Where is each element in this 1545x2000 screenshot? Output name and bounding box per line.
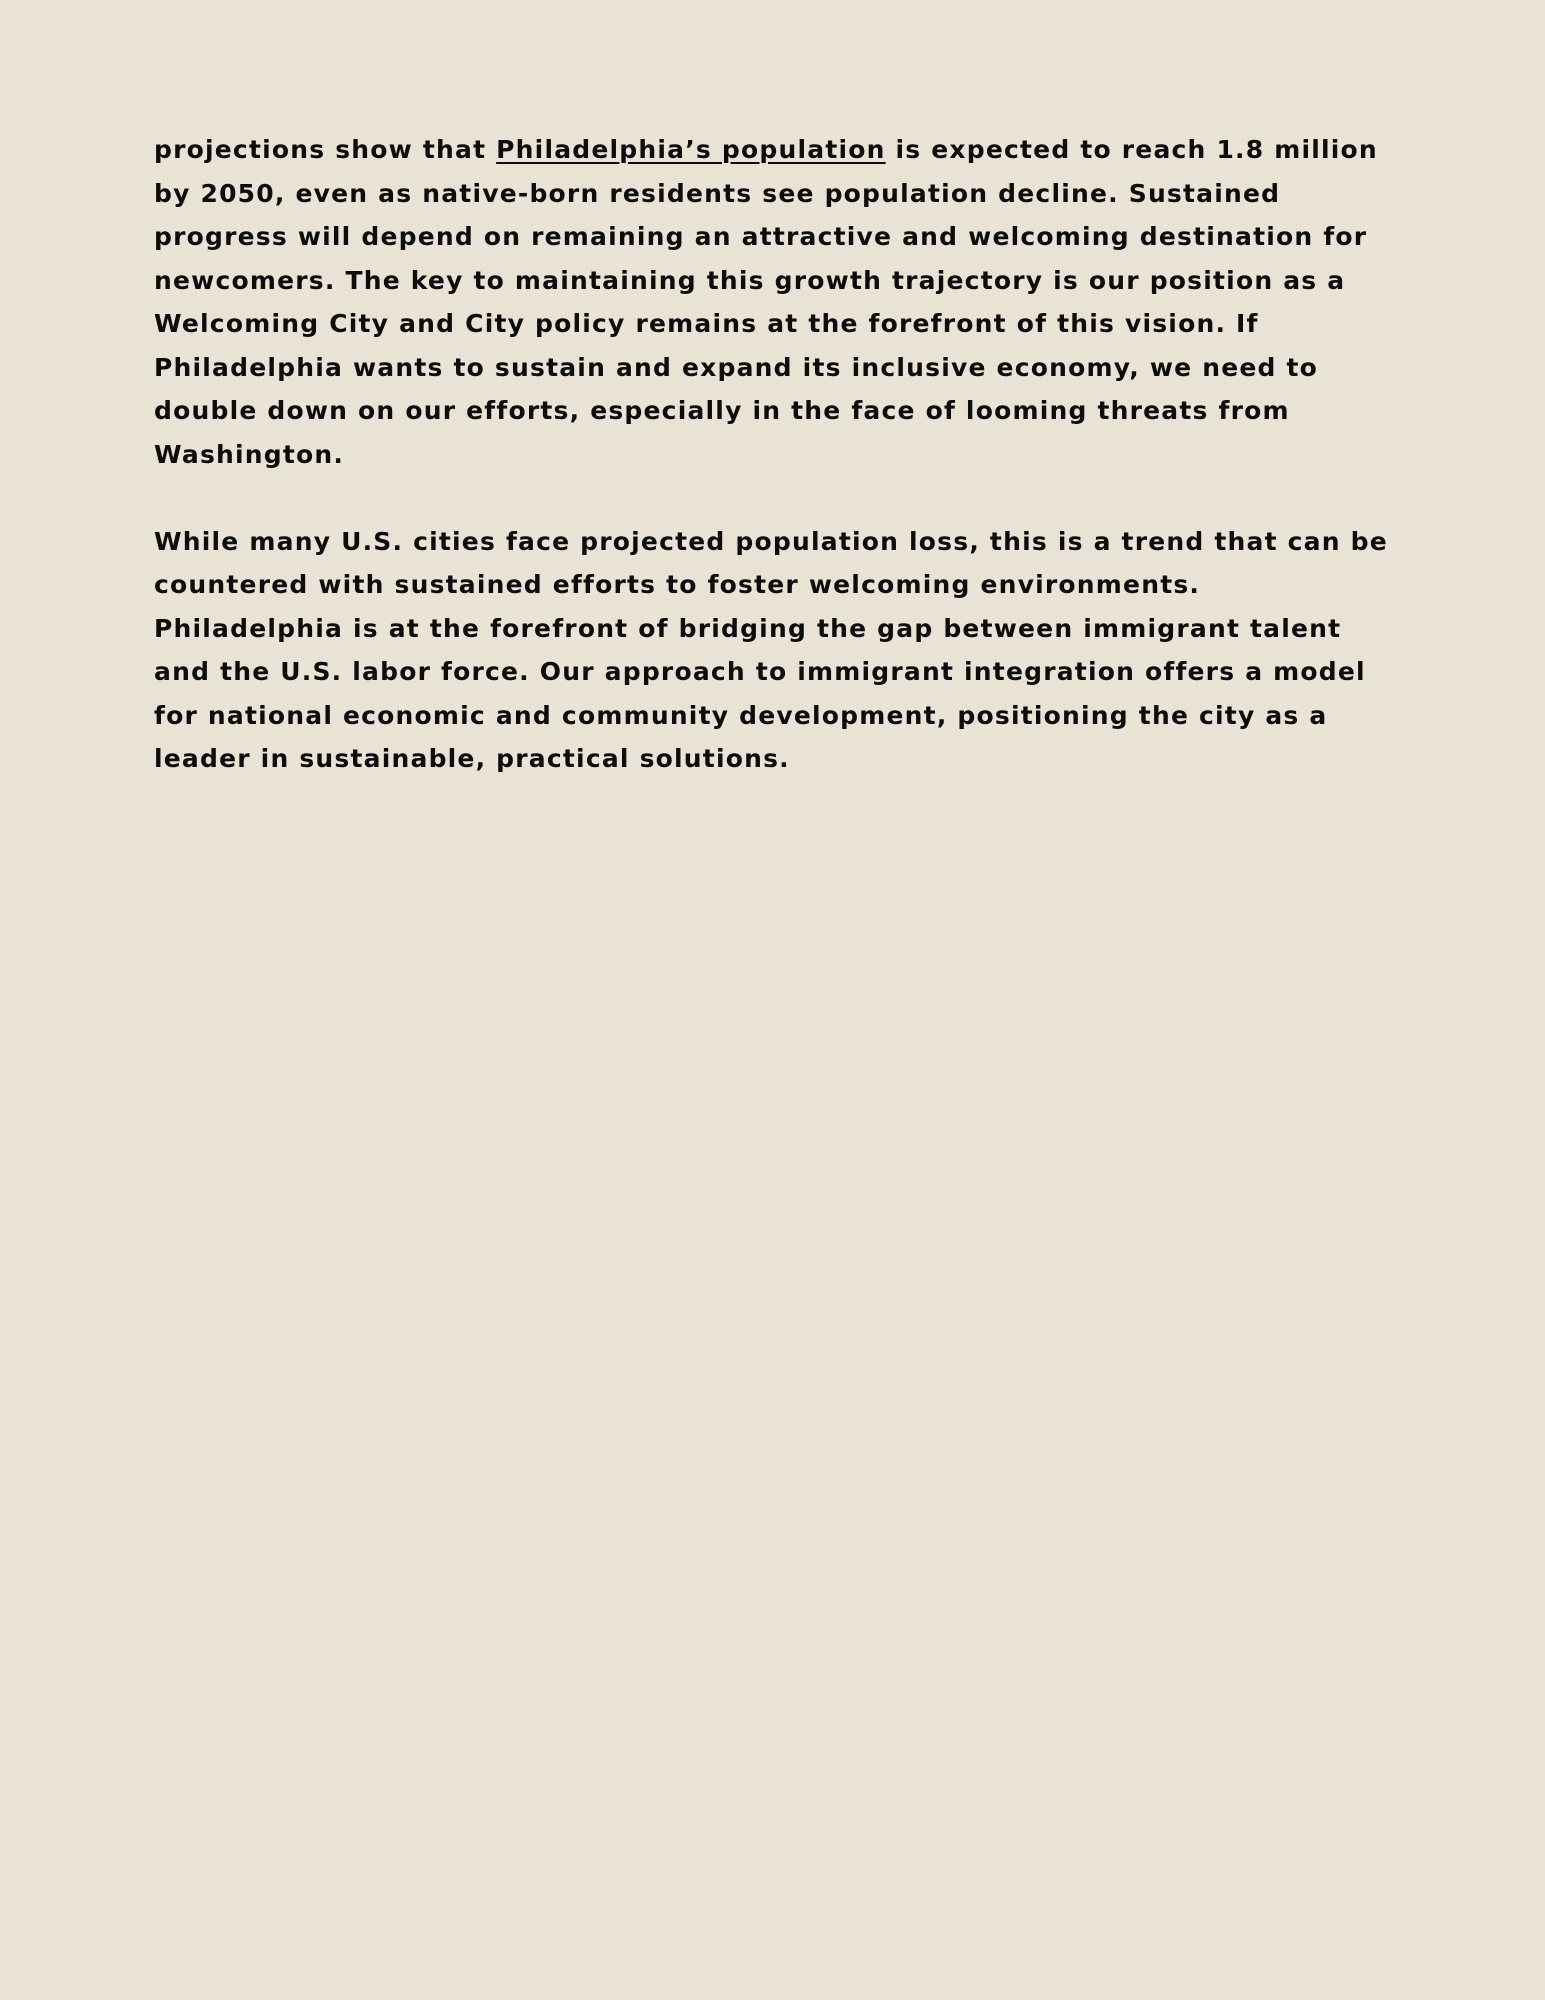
paragraph-population-projection [154,128,1399,476]
paragraph-text-before-link: projections show that [154,135,497,164]
paragraph-welcoming-environments: While many U.S. cities face projected population loss, this is a trend that can be countered with sustained efforts to foster welcoming environments. Philadelphia is at the forefront of bridging the gap between immigrant talent and the U.S. labor force. Our approach to immigrant integration offers a model for national economic and community development, positioning the city as a leader in sustainable, practical solutions. [154,526,1388,773]
paragraph-text-after-link: is expected to reach 1.8 million by 2050, even as native-born residents see population decline. Sustained progress will depend on remaining an attractive and welcoming destination for newcomers. The key to maintaining this growth trajectory is our position as a Welcoming City and City policy remains at the forefront of this vision. If Philadelphia wants to sustain and expand its inclusive economy, we need to double down on our efforts, especially in the face of looming threats from Washington. [154,135,1378,469]
philadelphia-population-link[interactable]: Philadelphia’s population [496,135,886,164]
article-body [154,128,1399,824]
